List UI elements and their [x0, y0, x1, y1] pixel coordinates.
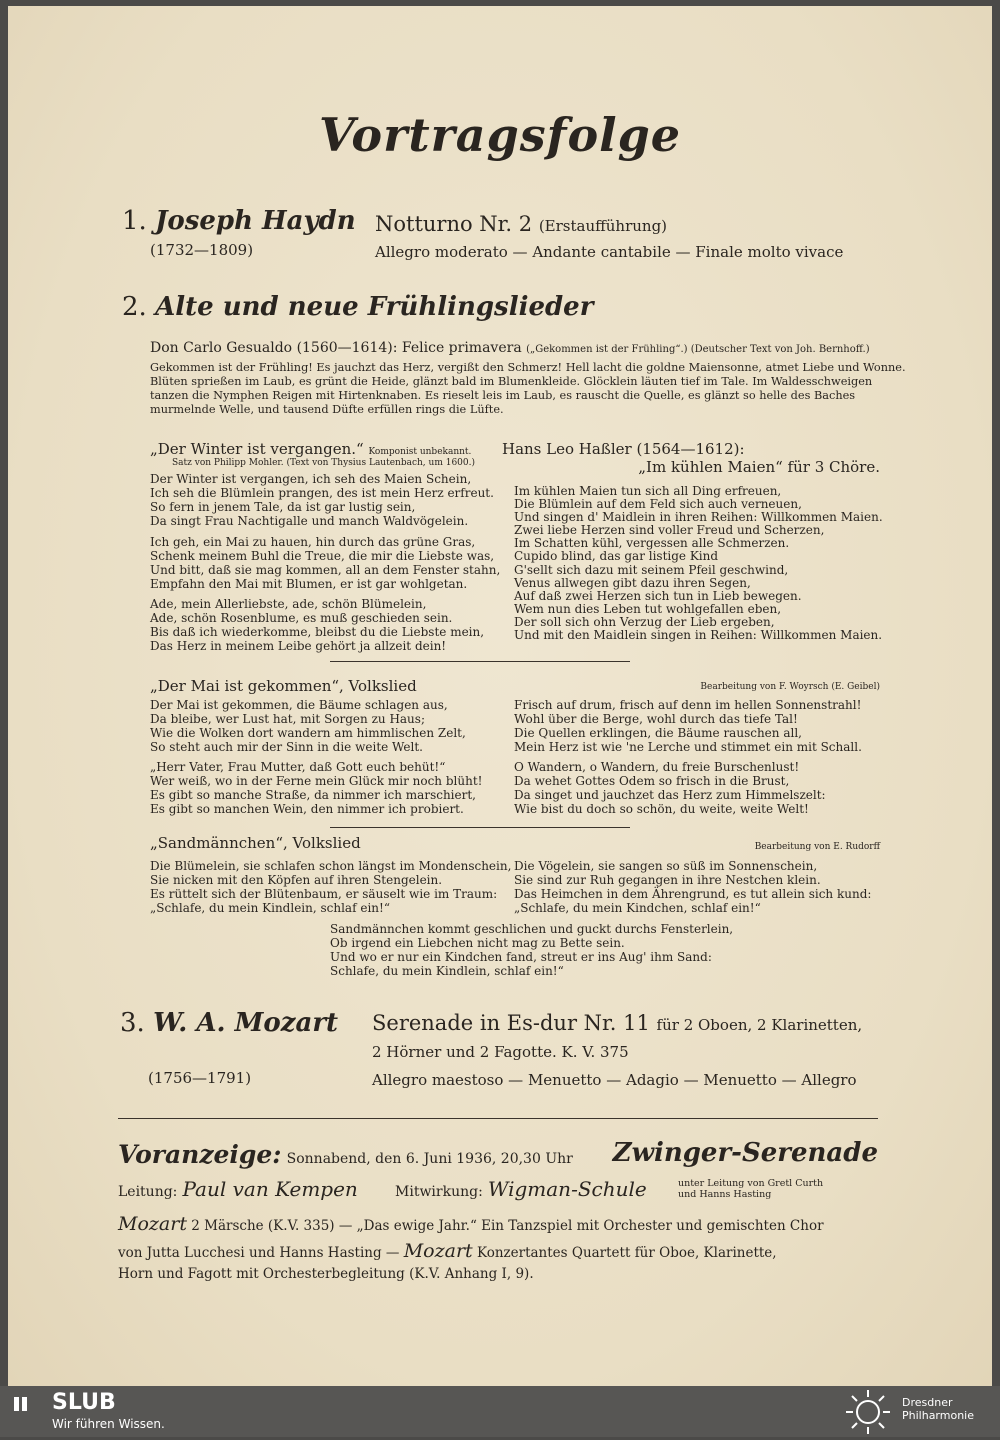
- text-line: Die Vögelein, sie sangen so süß im Sonnenschein,: [514, 859, 818, 873]
- section-heading: Alte und neue Frühlingslieder: [155, 292, 594, 322]
- text-line: Und bitt, daß sie mag kommen, all an dem Fenster stahn,: [150, 563, 501, 577]
- leitung-line: [118, 1177, 358, 1201]
- text-line: Schlafe, du mein Kindlein, schlaf ein!“: [330, 964, 564, 978]
- text-line: Ade, mein Allerliebste, ade, schön Blümelein,: [150, 597, 427, 611]
- text-line: Im Schatten kühl, vergessen alle Schmerzen.: [514, 536, 790, 551]
- text-line: Und singen d' Maidlein in ihren Reihen: Willkommen Maien.: [514, 510, 883, 525]
- text-line: Wer weiß, wo in der Ferne mein Glück mir noch blüht!: [150, 774, 483, 788]
- text-line: Der Mai ist gekommen, die Bäume schlagen aus,: [150, 698, 448, 712]
- text-line: Sie sind zur Ruh gegangen in ihre Nestchen klein.: [514, 873, 821, 887]
- work-title: [375, 212, 667, 236]
- text-line: Es rüttelt sich der Blütenbaum, er säuselt wie im Traum:: [150, 887, 498, 901]
- text-line: Und mit den Maidlein singen in Reihen: Willkommen Maien.: [514, 628, 883, 643]
- text-line: Da bleibe, wer Lust hat, mit Sorgen zu Haus;: [150, 712, 425, 726]
- page-title: Vortragsfolge: [318, 108, 682, 162]
- composer-name: Joseph Haydn: [155, 206, 356, 236]
- text-line: Wie bist du doch so schön, du weite, weite Welt!: [514, 802, 809, 816]
- text-line: Da wehet Gottes Odem so frisch in die Brust,: [514, 774, 790, 788]
- item-number: 3.: [120, 1008, 145, 1038]
- item1-heading: [122, 206, 356, 236]
- text-line: Auf daß zwei Herzen sich tun in Lieb bewegen.: [514, 588, 802, 603]
- text-line: Mein Herz ist wie 'ne Lerche und stimmet ein mit Schall.: [514, 740, 862, 754]
- library-name: SLUB: [52, 1390, 116, 1415]
- text-line: „Schlafe, du mein Kindlein, schlaf ein!“: [150, 901, 390, 915]
- item-number: 1.: [122, 206, 147, 236]
- preview-text-2: [118, 1240, 777, 1262]
- text-line: Das Heimchen in dem Ährengrund, es tut allein sich kund:: [514, 887, 872, 901]
- sand-center-stanza: [330, 922, 733, 978]
- composer-dates: (1732—1809): [150, 241, 254, 259]
- preview-event: Zwinger-Serenade: [612, 1138, 878, 1168]
- work-name: Serenade in Es-dur Nr. 11: [372, 1011, 650, 1035]
- preview-date: Sonnabend, den 6. Juni 1936, 20,30 Uhr: [286, 1151, 573, 1167]
- text-line: Blüten sprießen im Laub, es grünt die Heide, glänzt bald im Blumenkleide. Glöcklein läuten tief im Tale. Im Waldesschweigen: [150, 375, 873, 388]
- text-line: Empfahn den Mai mit Blumen, er ist gar wohlgetan.: [150, 577, 468, 591]
- text-line: Der Winter ist vergangen, ich seh des Maien Schein,: [150, 472, 472, 486]
- text-line: Das Herz in meinem Leibe gehört ja allzeit dein!: [150, 639, 447, 653]
- text-line: Zwei liebe Herzen sind voller Freud und Scherzen,: [514, 523, 825, 538]
- text-line: Im kühlen Maien tun sich all Ding erfreuen,: [514, 484, 782, 498]
- text-line: So steht auch mir der Sinn in die weite Welt.: [150, 740, 423, 754]
- winter-stanza: [150, 597, 484, 653]
- mai-stanza: [150, 698, 466, 754]
- sand-title: „Sandmännchen“, Volkslied: [150, 834, 361, 852]
- text-line: Gekommen ist der Frühling! Es jauchzt das Herz, vergißt den Schmerz! Hell lacht die goldne Maiensonne, atmet Liebe und Wonne.: [150, 361, 906, 374]
- with-label: Mitwirkung:: [395, 1184, 483, 1200]
- text-line: Und wo er nur ein Kindchen fand, streut er ins Aug' ihm Sand:: [330, 950, 712, 964]
- text-line: Ob irgend ein Liebchen nicht mag zu Bette sein.: [330, 936, 625, 950]
- text-line: Es gibt so manchen Wein, den nimmer ich probiert.: [150, 802, 464, 816]
- item-number: 2.: [122, 292, 147, 322]
- text-line: Ich geh, ein Mai zu hauen, hin durch das grüne Gras,: [150, 535, 476, 549]
- instrumentation-2: 2 Hörner und 2 Fagotte. K. V. 375: [372, 1043, 629, 1061]
- note-line: unter Leitung von Gretl Curth: [678, 1178, 824, 1189]
- gesualdo-note: („Gekommen ist der Frühling“.) (Deutscher Text von Joh. Bernhoff.): [526, 344, 870, 355]
- conductor-name: Paul van Kempen: [182, 1177, 358, 1201]
- composer-dates: (1756—1791): [148, 1069, 252, 1087]
- sand-stanza: [514, 859, 871, 915]
- divider: [330, 661, 630, 662]
- mai-stanza: [514, 698, 862, 754]
- item3-heading: [120, 1008, 338, 1038]
- partner-line: Dresdner: [902, 1396, 953, 1409]
- text-line: Es gibt so manche Straße, da nimmer ich marschiert,: [150, 788, 476, 802]
- item2-heading: [122, 292, 593, 322]
- text-line: Frisch auf drum, frisch auf denn im hellen Sonnenstrahl!: [514, 698, 862, 712]
- text-line: Der soll sich ohn Verzug der Lieb ergeben,: [514, 614, 775, 629]
- instrumentation: für 2 Oboen, 2 Klarinetten,: [656, 1016, 863, 1034]
- work-note: (Erstaufführung): [538, 217, 668, 235]
- text-line: O Wandern, o Wandern, du freie Burschenlust!: [514, 760, 800, 774]
- hassler-composer: Hans Leo Haßler (1564—1612):: [502, 440, 745, 458]
- mai-title: „Der Mai ist gekommen“, Volkslied: [150, 677, 417, 695]
- gesualdo-text: [150, 361, 906, 417]
- text: 2 Märsche (K.V. 335) — „Das ewige Jahr.“ Ein Tanzspiel mit Orchester und gemischten Chor: [191, 1218, 824, 1234]
- preview-label: Voranzeige:: [118, 1140, 282, 1169]
- text-line: Schenk meinem Buhl die Treue, die mir die Liebste was,: [150, 549, 495, 563]
- note-line: und Hanns Hasting: [678, 1189, 772, 1200]
- composer-note: Komponist unbekannt.: [368, 447, 472, 457]
- gesualdo-line: [150, 340, 870, 356]
- text-line: Wie die Wolken dort wandern am himmlischen Zelt,: [150, 726, 466, 740]
- library-slogan: Wir führen Wissen.: [52, 1417, 165, 1431]
- mai-stanza: [150, 760, 482, 816]
- text-line: Venus allwegen gibt dazu ihren Segen,: [514, 575, 751, 590]
- divider: [330, 827, 630, 828]
- work-title: [372, 1011, 862, 1035]
- text-line: „Herr Vater, Frau Mutter, daß Gott euch behüt!“: [150, 760, 446, 774]
- movements: Allegro maestoso — Menuetto — Adagio — Menuetto — Allegro: [372, 1071, 857, 1089]
- text-line: Da singt Frau Nachtigalle und manch Waldvögelein.: [150, 514, 469, 528]
- text-line: Da singet und jauchzet das Herz zum Himmelszelt:: [514, 788, 826, 802]
- text-line: Cupido blind, das gar listige Kind: [514, 549, 719, 564]
- preview-text-1: [118, 1213, 824, 1235]
- ensemble-name: Wigman-Schule: [487, 1177, 647, 1201]
- text-line: Die Quellen erklingen, die Bäume rauschen all,: [514, 726, 802, 740]
- text-line: G'sellt sich dazu mit seinem Pfeil geschwind,: [514, 562, 789, 577]
- winter-stanza: [150, 535, 500, 591]
- text-line: Wohl über die Berge, wohl durch das tiefe Tal!: [514, 712, 798, 726]
- composer-name: Mozart: [403, 1240, 473, 1262]
- mitwirkung-line: [395, 1177, 647, 1201]
- text-line: „Schlafe, du mein Kindchen, schlaf ein!“: [514, 901, 761, 915]
- winter-stanza: [150, 472, 494, 528]
- partner-line: Philharmonie: [902, 1409, 974, 1422]
- composer-name: Mozart: [118, 1213, 187, 1235]
- hassler-lyrics: [514, 485, 883, 642]
- mai-credit: Bearbeitung von F. Woyrsch (E. Geibel): [700, 682, 880, 692]
- divider: [118, 1118, 878, 1119]
- text-line: murmelnde Welle, und tausend Düfte erfüllen rings die Lüfte.: [150, 403, 504, 416]
- movements: Allegro moderato — Andante cantabile — Finale molto vivace: [375, 243, 844, 261]
- sand-credit: Bearbeitung von E. Rudorff: [754, 842, 880, 852]
- composer-name: W. A. Mozart: [153, 1008, 339, 1038]
- text-line: Sie nicken mit den Köpfen auf ihren Stengelein.: [150, 873, 443, 887]
- partner-name: [902, 1396, 974, 1422]
- text-line: Ich seh die Blümlein prangen, des ist mein Herz erfreut.: [150, 486, 494, 500]
- ensemble-note: [678, 1178, 823, 1200]
- work-name: Notturno Nr. 2: [375, 212, 533, 236]
- text-line: Ade, schön Rosenblume, es muß geschieden sein.: [150, 611, 453, 625]
- text-line: Bis daß ich wiederkomme, bleibst du die Liebste mein,: [150, 625, 485, 639]
- text: von Jutta Lucchesi und Hanns Hasting —: [118, 1245, 400, 1261]
- winter-credit: Satz von Philipp Mohler. (Text von Thysius Lautenbach, um 1600.): [172, 458, 475, 468]
- text-line: tanzen die Nymphen Reigen mit Hirtenknaben. Es rieselt leis im Laub, es rauscht die Quelle, es glänzt so helle des Baches: [150, 389, 856, 402]
- footer-bar: [0, 1386, 1000, 1437]
- hassler-title: „Im kühlen Maien“ für 3 Chöre.: [638, 458, 880, 476]
- gesualdo-title: Don Carlo Gesualdo (1560—1614): Felice primavera: [150, 340, 522, 356]
- text-line: Die Blümelein, sie schlafen schon längst im Mondenschein,: [150, 859, 512, 873]
- text-line: So fern in jenem Tale, da ist gar lustig sein,: [150, 500, 416, 514]
- philharmonie-logo-icon: [843, 1388, 893, 1436]
- slub-logo-icon: [14, 1395, 52, 1413]
- sand-stanza: [150, 859, 511, 915]
- preview-text-3: Horn und Fagott mit Orchesterbegleitung (K.V. Anhang I, 9).: [118, 1266, 534, 1282]
- preview-line: [118, 1140, 573, 1169]
- mai-stanza: [514, 760, 826, 816]
- text: Konzertantes Quartett für Oboe, Klarinette,: [476, 1245, 777, 1261]
- lead-label: Leitung:: [118, 1184, 178, 1200]
- song-title: „Der Winter ist vergangen.“: [150, 440, 364, 458]
- text-line: Wem nun dies Leben tut wohlgefallen eben,: [514, 601, 782, 616]
- text-line: Sandmännchen kommt geschlichen und guckt durchs Fensterlein,: [330, 922, 734, 936]
- text-line: Die Blümlein auf dem Feld sich auch verneuen,: [514, 497, 802, 512]
- winter-title: [150, 440, 471, 458]
